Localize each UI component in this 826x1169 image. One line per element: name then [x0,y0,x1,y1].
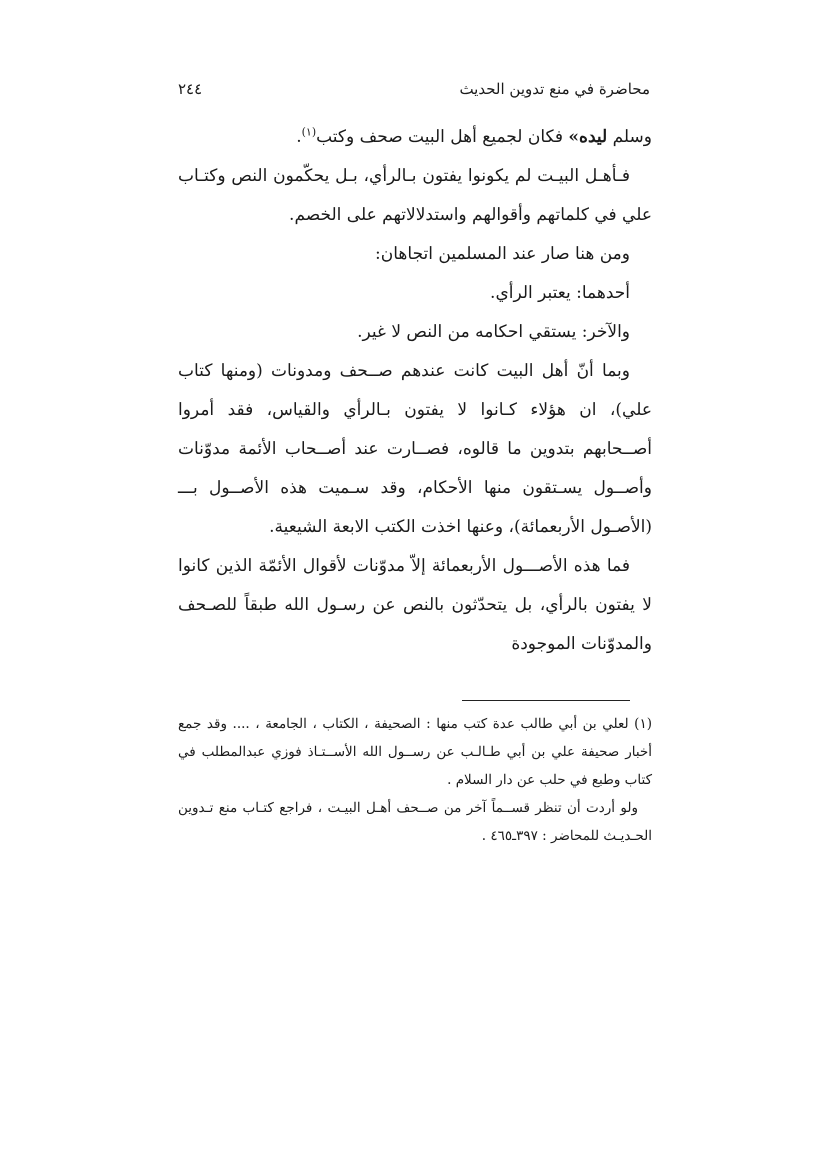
paragraph-7: فما هذه الأصـــول الأربعمائة إلاّ مدوّنات لأقوال الأئمّة الذين كانوا لا يفتون بالرأي، بل يتحدّثون بالنص عن رسـول الله طبقاً للصـحف والمدوّنات الموجودة [178,556,652,654]
p1-text-end: . [296,127,302,147]
footnote-2: ولو أردت أن تنظر قســماً آخر من صــحف أهـل البيـت ، فراجع كتـاب منع تـدوين الحـديـث للمحاضر : ٣٩٧ـ٤٦٥ . [178,800,652,844]
page-number: ٢٤٤ [178,80,203,98]
running-title: محاضرة في منع تدوين الحديث [459,80,650,98]
footnote-reference-1[interactable]: (١) [301,125,317,139]
footnotes [178,710,652,850]
footnote-separator [462,700,630,701]
paragraph-5: والآخر: يستقي احكامه من النص لا غير. [357,322,630,342]
p1-bold-word: ليده» [568,127,608,147]
p1-text-start: وسلم [607,127,652,147]
paragraph-2: فـأهـل البيـت لم يكونوا يفتون بـالرأي، بـل يحكّمون النص وكتـاب علي في كلماتهم وأقوالهم واستدلالاتهم على الخصم. [178,166,652,225]
paragraph-6: وبما أنّ أهل البيت كانت عندهم صــحف ومدونات (ومنها كتاب علي)، ان هؤلاء كـانوا لا يفتون بـالرأي والقياس، فقد أمروا أصــحابهم بتدوين ما قالوه، فصــارت عند أصــحاب الأئمة مدوّنات وأصــول يسـتقون منها الأحكام، وقد سـميت هذه الأصــول بـــ (الأصـول الأربعمائة)، وعنها اخذت الكتب الابعة الشيعية. [178,361,652,537]
main-text [178,118,652,664]
footnote-1: (١) لعلي بن أبي طالب عدة كتب منها : الصحيفة ، الكتاب ، الجامعة ، .... وقد جمع أخبار صحيفة علي بن أبي طـالـب عن رســول الله الأســتـاذ فوزي عبدالمطلب في كتاب وطبع في حلب عن دار السلام . [178,716,652,788]
page-header [178,80,650,102]
paragraph-1 [178,118,652,157]
p1-text-middle: فكان لجميع أهل البيت صحف وكتب [316,127,569,147]
paragraph-4: أحدهما: يعتبر الرأي. [490,283,630,303]
paragraph-3: ومن هنا صار عند المسلمين اتجاهان: [375,244,630,264]
